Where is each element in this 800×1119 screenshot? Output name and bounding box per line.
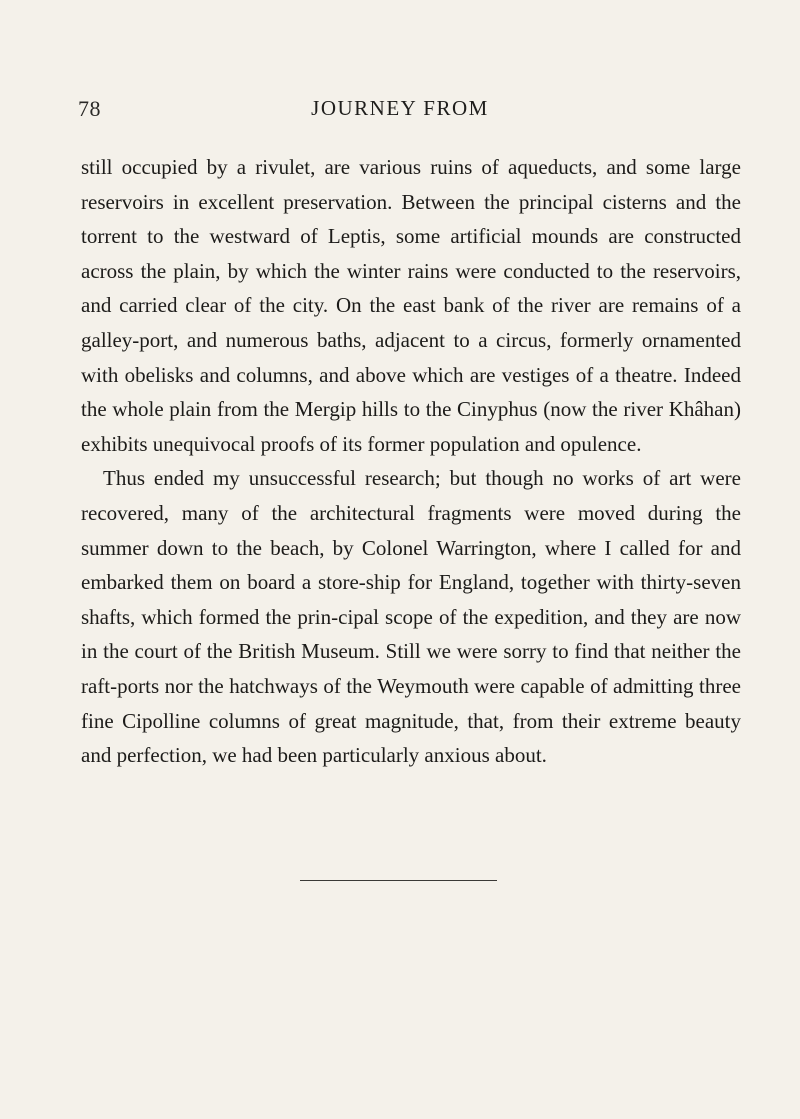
running-title: JOURNEY FROM bbox=[311, 96, 489, 120]
page-number: 78 bbox=[78, 96, 101, 121]
paragraph-research: Thus ended my unsuccessful research; but though no works of art were recovered, many of the architectural fragments were moved during the summer down to the beach, by Colonel Warrington, where I called for and embarked them on board a store-ship for England, together with thirty-seven shafts, which formed the prin-cipal scope of the expedition, and they are now in the court of the British Museum. Still we were sorry to find that neither the raft-ports nor the hatchways of the Weymouth were capable of admitting three fine Cipolline columns of great magnitude, that, from their extreme beauty and perfection, we had been particularly anxious about. bbox=[81, 466, 741, 768]
running-head bbox=[0, 96, 800, 136]
section-end-rule bbox=[300, 880, 497, 881]
body-text bbox=[81, 150, 741, 773]
paragraph-continuation: still occupied by a rivulet, are various ruins of aqueducts, and some large reservoirs in excellent preservation. Between the principal cisterns and the torrent to the westward of Leptis, some artificial mounds are constructed across the plain, by which the winter rains were conducted to the reservoirs, and carried clear of the city. On the east bank of the river are remains of a galley-port, and numerous baths, adjacent to a circus, formerly ornamented with obelisks and columns, and above which are vestiges of a theatre. Indeed the whole plain from the Mergip hills to the Cinyphus (now the river Khâhan) exhibits unequivocal proofs of its former population and opulence. bbox=[81, 155, 741, 456]
